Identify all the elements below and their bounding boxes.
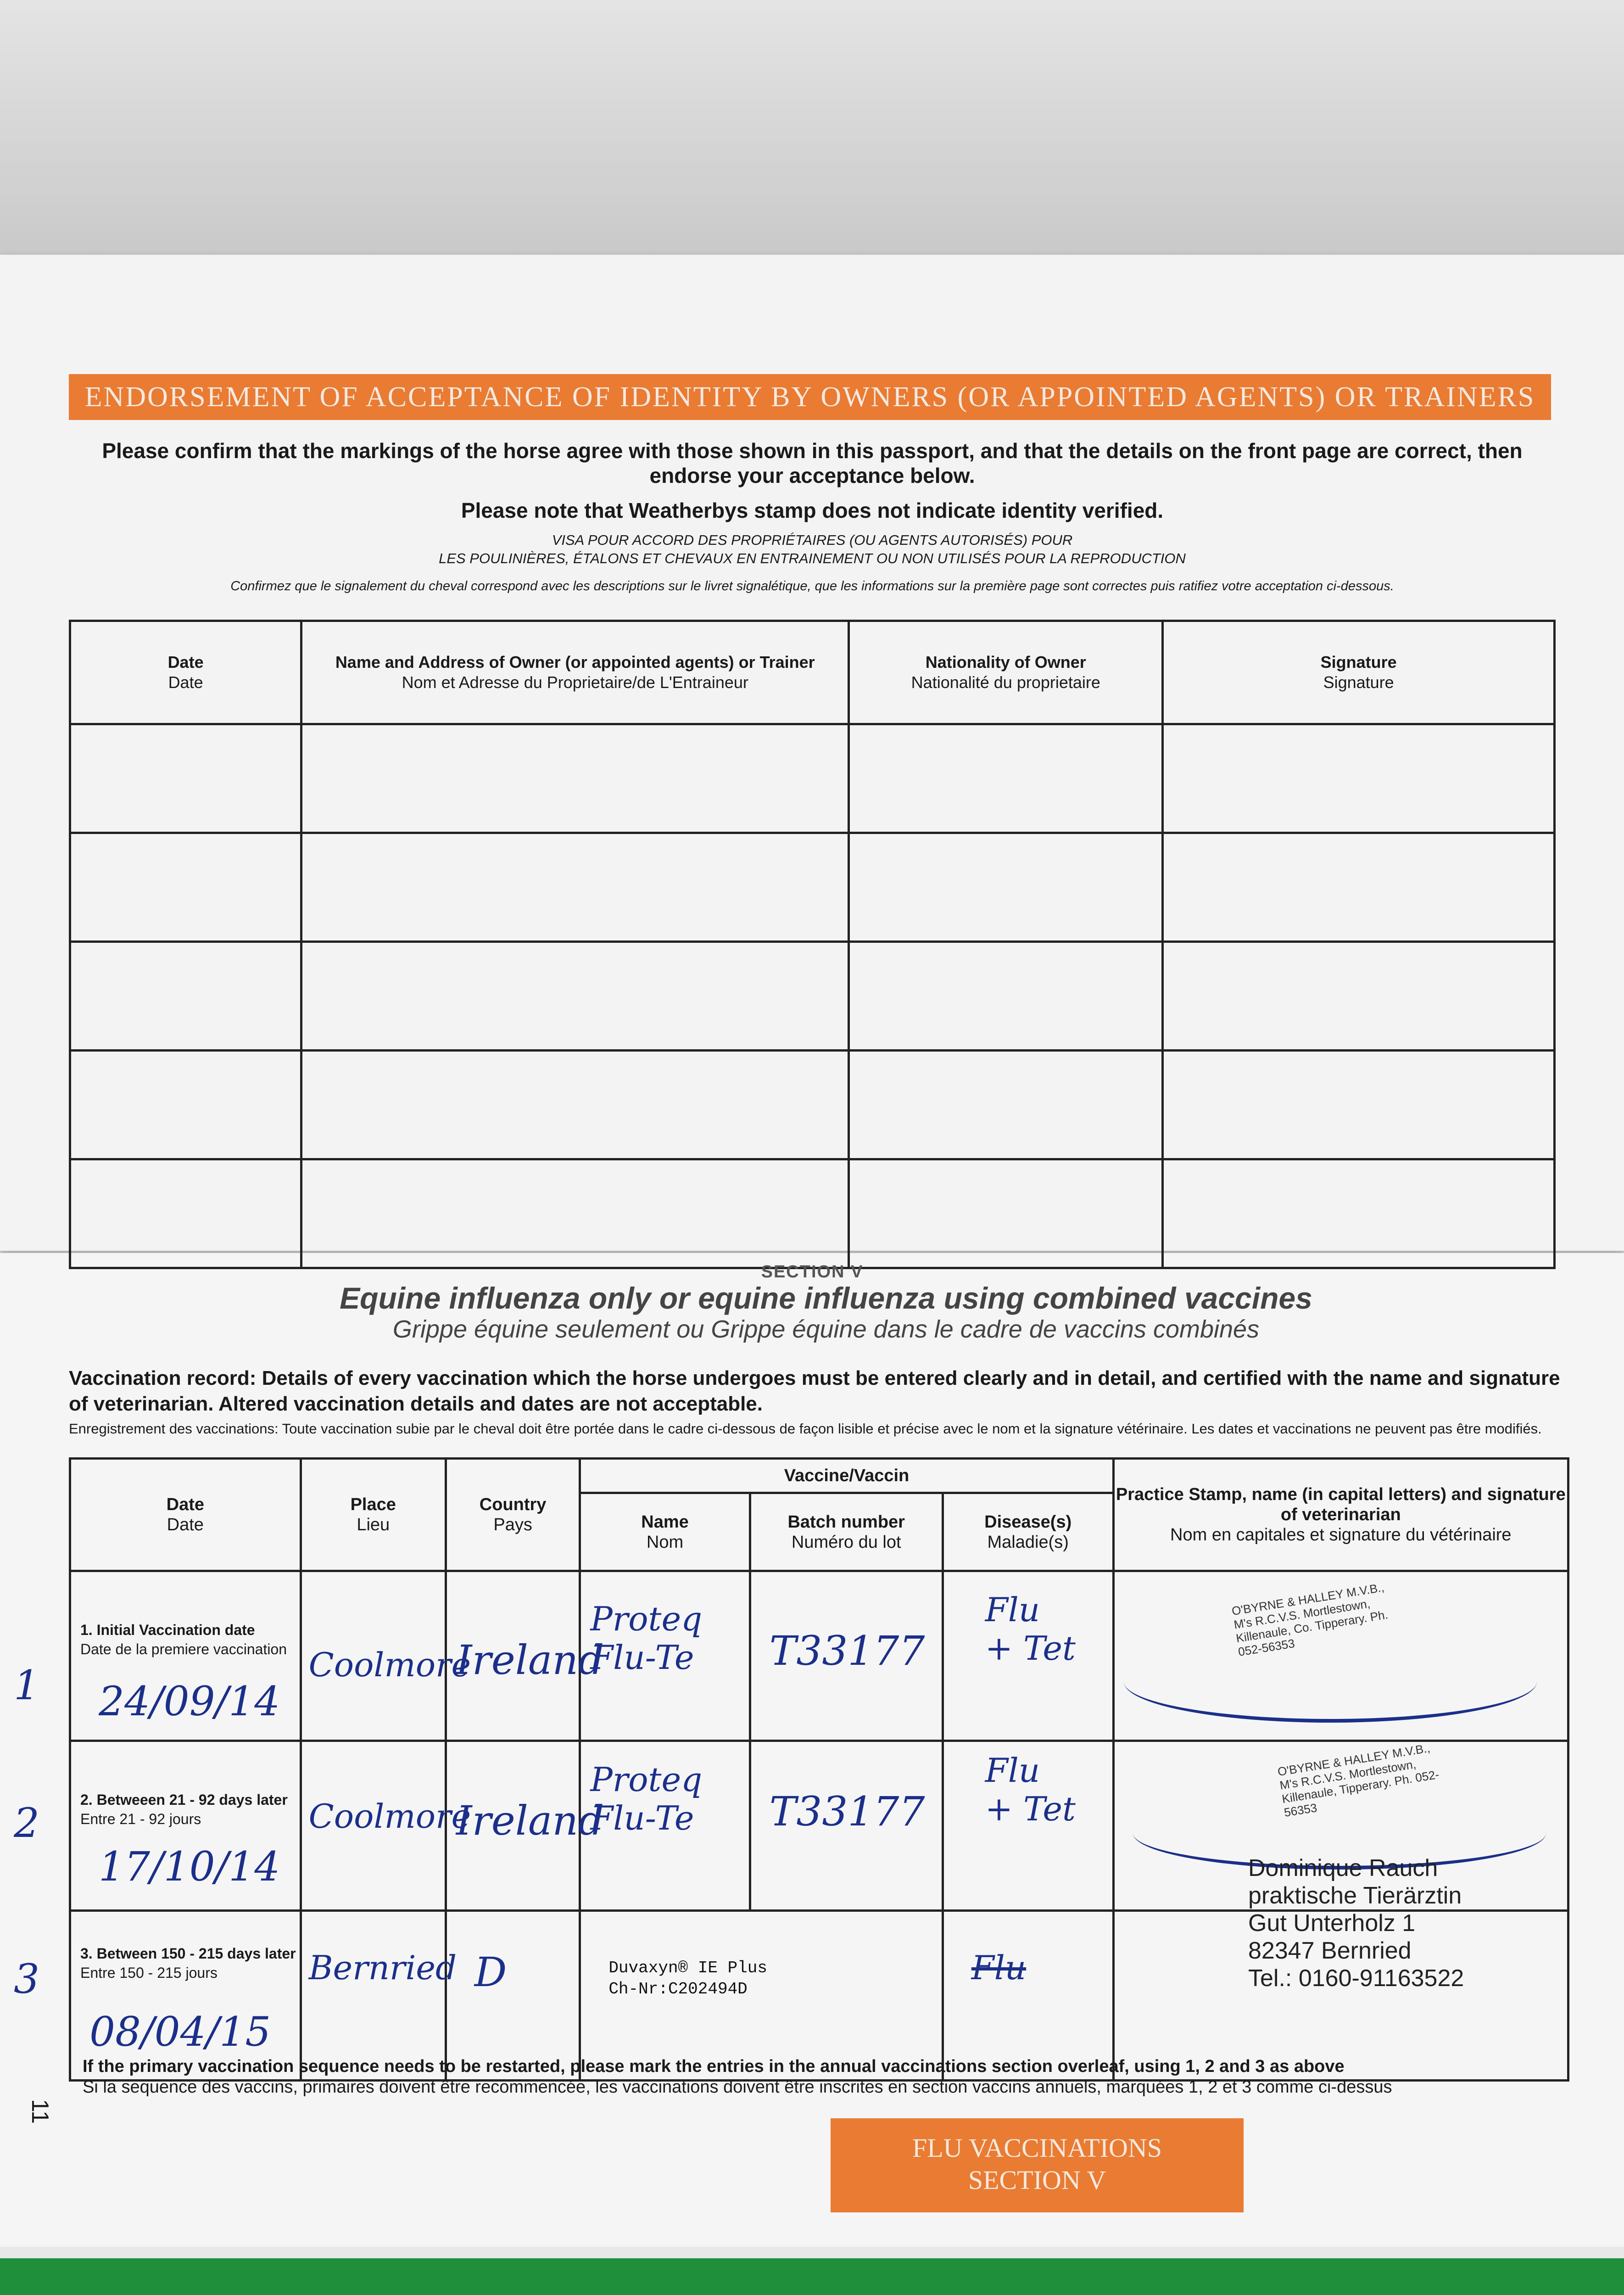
- col-signature: Signature Signature: [1163, 621, 1555, 724]
- visa-line-1: VISA POUR ACCORD DES PROPRIÉTAIRES (OU AGENTS AUTORISÉS) POUR: [552, 532, 1073, 548]
- record-text-en: Vaccination record: Details of every vaccination which the horse undergoes must be entered clearly and in detail, and certified with the name and signature of veterinarian. Altered vaccination details and dates are not acceptable.: [69, 1367, 1560, 1415]
- col-date: Date Date: [70, 1459, 301, 1571]
- section-label: SECTION V: [761, 1262, 864, 1282]
- page-number: 11: [26, 2099, 53, 2124]
- handwritten-date: 17/10/14: [99, 1843, 280, 1890]
- country-cell: Ireland: [446, 1741, 580, 1911]
- endorsement-banner: ENDORSEMENT OF ACCEPTANCE OF IDENTITY BY OWNERS (OR APPOINTED AGENTS) OR TRAINERS: [69, 374, 1551, 420]
- stamp-cell: [1113, 1571, 1568, 1741]
- section-subtitle: Grippe équine seulement ou Grippe équine dans le cadre de vaccins combinés: [392, 1315, 1260, 1343]
- disease-cell: Flu + Tet: [943, 1571, 1113, 1741]
- vet-stamp-rauch: Dominique Rauch praktische Tierärztin Gut Unterholz 1 82347 Bernried Tel.: 0160-91163522: [1248, 1855, 1464, 1992]
- background-top: [0, 0, 1624, 257]
- date-cell: 1. Initial Vaccination date Date de la premiere vaccination 24/09/14: [70, 1571, 301, 1741]
- vaccine-name-cell: Proteq Flu-Te: [580, 1571, 750, 1741]
- disease-cell: Flu + Tet: [943, 1741, 1113, 1911]
- restart-note-fr: Si la sequence des vaccins, primaires doivent être recommencée, les vaccinations doivent être inscrites en section vaccins annuels, marquées 1, 2 et 3 comme ci-dessus: [83, 2077, 1392, 2097]
- owner-table: [69, 620, 1556, 1269]
- country-cell: D: [446, 1911, 580, 2081]
- vaccination-row-1: [70, 1571, 1568, 1741]
- col-vaccine-name: Name Nom: [580, 1493, 750, 1571]
- vaccine-sticker: Duvaxyn® IE Plus Ch-Nr:C202494D: [608, 1959, 767, 1998]
- row-mark-3: 3: [14, 1955, 39, 2003]
- practice-stamp: O'BYRNE & HALLEY M.V.B., M's R.C.V.S. Mortlestown, Killenaule, Tipperary. Ph. 052-56353: [1276, 1741, 1440, 1819]
- col-vaccine: Vaccine/Vaccin: [580, 1459, 1113, 1493]
- place-cell: Coolmore: [301, 1571, 446, 1741]
- col-country: Country Pays: [446, 1459, 580, 1571]
- col-disease: Disease(s) Maladie(s): [943, 1493, 1113, 1571]
- weatherbys-note: Please note that Weatherbys stamp does not indicate identity verified.: [461, 498, 1164, 522]
- confirm-fr: Confirmez que le signalement du cheval correspond avec les descriptions sur le livret signalétique, que les informations sur la première page sont correctes puis ratifiez votre acceptation ci-dessous.: [230, 579, 1394, 593]
- col-owner: Name and Address of Owner (or appointed agents) or Trainer Nom et Adresse du Proprietaire/de L'Entraineur: [301, 621, 849, 724]
- row-mark-2: 2: [14, 1799, 39, 1847]
- green-edge: [0, 2247, 1624, 2295]
- owner-row: [70, 724, 1555, 833]
- owner-row: [70, 1051, 1555, 1159]
- owner-row: [70, 833, 1555, 942]
- handwritten-date: 24/09/14: [99, 1678, 280, 1725]
- place-cell: Bernried: [301, 1911, 446, 2081]
- record-text-fr: Enregistrement des vaccinations: Toute vaccination subie par le cheval doit être portée dans le cadre ci-dessous de façon lisible et précise avec le nom et la signature vétérinaire. Les dates et vaccinations ne peuvent pas être modifiés.: [69, 1421, 1542, 1437]
- vaccine-name-cell: Proteq Flu-Te: [580, 1741, 750, 1911]
- date-cell: 3. Between 150 - 215 days later Entre 150 - 215 jours 08/04/15: [70, 1911, 301, 2081]
- date-cell: 2. Betweeen 21 - 92 days later Entre 21 - 92 jours 17/10/14: [70, 1741, 301, 1911]
- col-place: Place Lieu: [301, 1459, 446, 1571]
- visa-line-2: LES POULINIÈRES, ÉTALONS ET CHEVAUX EN ENTRAINEMENT OU NON UTILISÉS POUR LA REPRODUCTION: [439, 550, 1186, 566]
- restart-note-en: If the primary vaccination sequence needs to be restarted, please mark the entries in the annual vaccinations section overleaf, using 1, 2 and 3 as above: [83, 2057, 1345, 2076]
- place-cell: Coolmore: [301, 1741, 446, 1911]
- col-stamp: Practice Stamp, name (in capital letters) and signature of veterinarian Nom en capitales et signature du vétérinaire: [1113, 1459, 1568, 1571]
- col-nationality: Nationality of Owner Nationalité du proprietaire: [849, 621, 1163, 724]
- batch-cell: T33177: [750, 1571, 943, 1741]
- row-mark-1: 1: [14, 1662, 39, 1709]
- owner-row: [70, 942, 1555, 1051]
- intro-text: Please confirm that the markings of the horse agree with those shown in this passport, and that the details on the front page are correct, then endorse your acceptance below.: [102, 439, 1523, 487]
- owner-row: [70, 1159, 1555, 1268]
- flu-vaccinations-banner: FLU VACCINATIONS SECTION V: [831, 2118, 1244, 2212]
- vet-signature: [1124, 1641, 1537, 1723]
- section-title: Equine influenza only or equine influenza using combined vaccines: [340, 1281, 1312, 1315]
- practice-stamp: O'BYRNE & HALLEY M.V.B., M's R.C.V.S. Mortlestown, Killenaule, Co. Tipperary. Ph. 052-56353: [1230, 1580, 1389, 1659]
- country-cell: Ireland: [446, 1571, 580, 1741]
- col-batch: Batch number Numéro du lot: [750, 1493, 943, 1571]
- col-date: Date Date: [70, 621, 301, 724]
- disease-cell: Flu: [943, 1911, 1113, 2081]
- batch-cell: T33177: [750, 1741, 943, 1911]
- handwritten-date: 08/04/15: [89, 2008, 271, 2055]
- vaccine-sticker-cell: [580, 1911, 943, 2081]
